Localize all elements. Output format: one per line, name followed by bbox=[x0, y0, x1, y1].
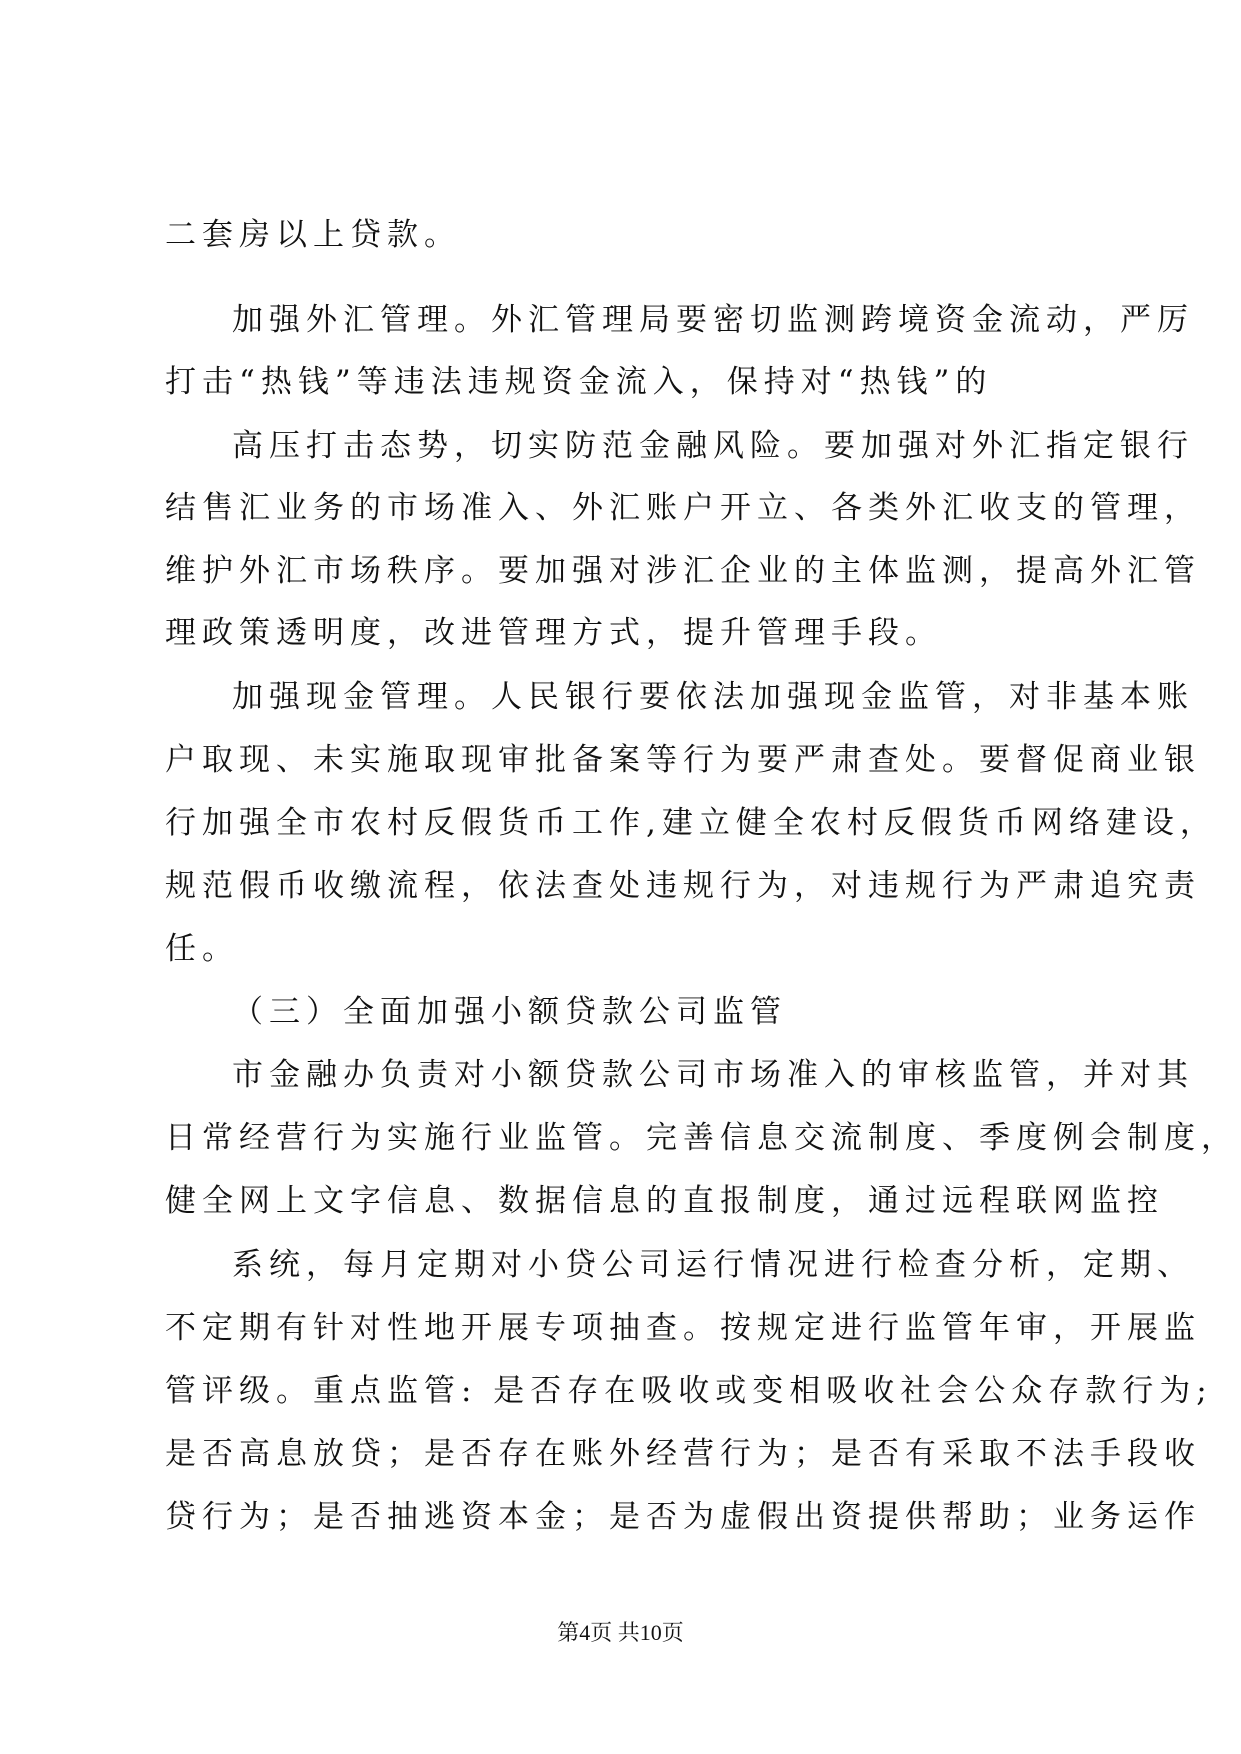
text-line: 高压打击态势，切实防范金融风险。要加强对外汇指定银行 bbox=[232, 428, 1194, 464]
text-line: 管评级。重点监管: 是否存在吸收或变相吸收社会公众存款行为; bbox=[165, 1373, 1213, 1409]
page-number-footer: 第4页 共10页 bbox=[557, 1620, 684, 1645]
text-line: 任。 bbox=[165, 931, 239, 967]
text-line: 结售汇业务的市场准入、外汇账户开立、各类外汇收支的管理， bbox=[165, 490, 1201, 526]
text-line: 加强外汇管理。外汇管理局要密切监测跨境资金流动，严厉 bbox=[232, 302, 1194, 338]
text-line: 日常经营行为实施行业监管。完善信息交流制度、季度例会制度， bbox=[165, 1120, 1238, 1156]
text-line: 行加强全市农村反假货币工作,建立健全农村反假货币网络建设， bbox=[165, 805, 1217, 841]
text-line: 加强现金管理。人民银行要依法加强现金监管，对非基本账 bbox=[232, 679, 1194, 715]
text-line: 维护外汇市场秩序。要加强对涉汇企业的主体监测，提高外汇管 bbox=[165, 553, 1201, 589]
text-line: 系统，每月定期对小贷公司运行情况进行检查分析，定期、 bbox=[232, 1247, 1194, 1283]
section-heading: （三）全面加强小额贷款公司监管 bbox=[232, 994, 787, 1030]
text-line: 打击“热钱”等违法违规资金流入，保持对“热钱”的 bbox=[165, 364, 993, 400]
text-line: 规范假币收缴流程，依法查处违规行为，对违规行为严肃追究责 bbox=[165, 868, 1201, 904]
text-line: 理政策透明度，改进管理方式，提升管理手段。 bbox=[165, 615, 942, 651]
text-line: 贷行为；是否抽逃资本金；是否为虚假出资提供帮助；业务运作 bbox=[165, 1499, 1201, 1535]
text-line: 市金融办负责对小额贷款公司市场准入的审核监管，并对其 bbox=[232, 1057, 1194, 1093]
text-line: 户取现、未实施取现审批备案等行为要严肃查处。要督促商业银 bbox=[165, 742, 1201, 778]
text-line: 是否高息放贷；是否存在账外经营行为；是否有采取不法手段收 bbox=[165, 1436, 1201, 1472]
text-line: 二套房以上贷款。 bbox=[165, 217, 461, 253]
text-line: 不定期有针对性地开展专项抽查。按规定进行监管年审，开展监 bbox=[165, 1310, 1201, 1346]
text-line: 健全网上文字信息、数据信息的直报制度，通过远程联网监控 bbox=[165, 1183, 1164, 1219]
